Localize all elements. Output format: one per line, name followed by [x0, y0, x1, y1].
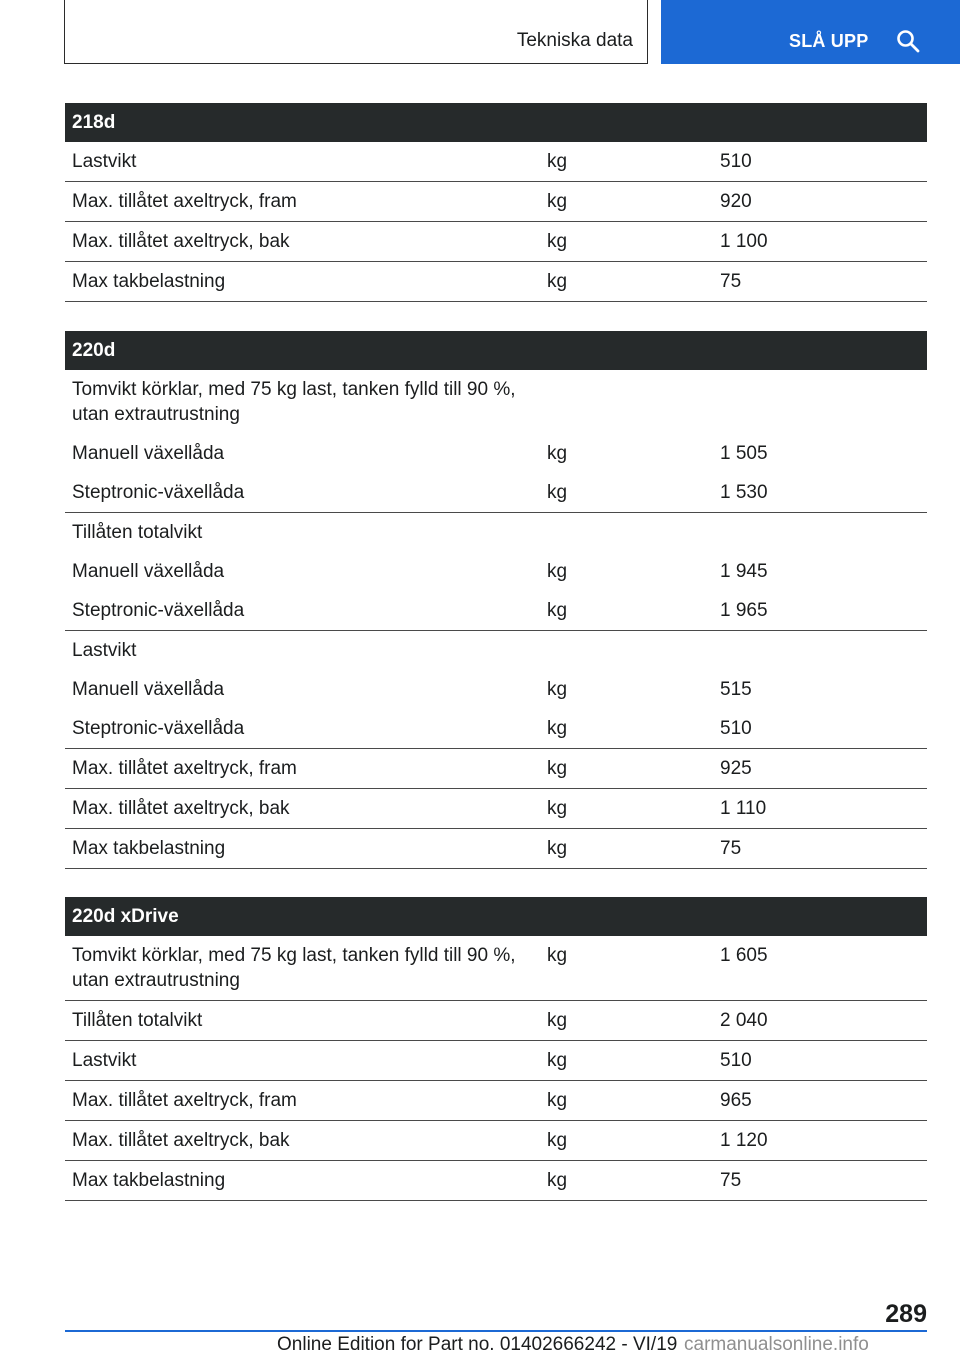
spec-table-220d-xdrive [65, 897, 927, 1201]
row-value: 510 [713, 709, 927, 749]
row-label: Lastvikt [72, 640, 137, 661]
row-unit: kg [540, 709, 713, 749]
row-unit: kg [540, 182, 713, 222]
row-label: Max takbelastning [65, 262, 540, 302]
table-row [65, 829, 927, 869]
row-label: Lastvikt [65, 1041, 540, 1081]
table-row [65, 513, 927, 553]
row-value: 1 100 [713, 222, 927, 262]
table-title: 220d xDrive [65, 897, 927, 936]
row-value: 75 [713, 829, 927, 869]
row-unit: kg [540, 142, 713, 182]
row-value: 1 605 [713, 936, 927, 1001]
row-value: 1 120 [713, 1121, 927, 1161]
table-title: 220d [65, 331, 927, 370]
row-unit: kg [540, 1001, 713, 1041]
search-button[interactable] [661, 0, 960, 64]
row-label: Max. tillåtet axeltryck, bak [65, 1121, 540, 1161]
row-value: 1 110 [713, 789, 927, 829]
row-unit: kg [547, 561, 568, 582]
row-label: Max. tillåtet axeltryck, fram [65, 749, 540, 789]
page-number: 289 [885, 1300, 927, 1328]
table-row [65, 749, 927, 789]
row-unit: kg [547, 679, 568, 700]
table-row [65, 789, 927, 829]
row-unit: kg [540, 749, 713, 789]
row-label: Max. tillåtet axeltryck, bak [65, 789, 540, 829]
row-label: Lastvikt [65, 142, 540, 182]
search-button-label: SLÅ UPP [789, 31, 869, 51]
row-unit: kg [540, 1121, 713, 1161]
row-value: 1 965 [713, 591, 927, 631]
table-row [65, 552, 927, 591]
row-unit [540, 631, 713, 671]
row-label: Manuell växellåda [72, 561, 225, 582]
table-row [65, 370, 927, 434]
row-value: 1 505 [720, 443, 768, 464]
row-label: Tillåten totalvikt [72, 522, 203, 543]
row-unit: kg [540, 829, 713, 869]
row-unit: kg [540, 591, 713, 631]
row-label: Max. tillåtet axeltryck, fram [65, 182, 540, 222]
row-value: 925 [713, 749, 927, 789]
row-value: 75 [713, 262, 927, 302]
table-row [65, 182, 927, 222]
row-unit: kg [540, 1081, 713, 1121]
row-label: Steptronic-växellåda [65, 709, 540, 749]
row-value: 2 040 [713, 1001, 927, 1041]
row-value: 510 [713, 142, 927, 182]
watermark: carmanualsonline.info [684, 1334, 869, 1355]
spec-table-220d [65, 331, 927, 869]
row-unit: kg [540, 262, 713, 302]
row-label: Steptronic-växellåda [65, 473, 540, 513]
table-row [65, 1001, 927, 1041]
row-label: Max takbelastning [65, 1161, 540, 1201]
row-value: 75 [713, 1161, 927, 1201]
row-label: Tomvikt körklar, med 75 kg last, tanken fylld till 90 %, utan extrautrustning [72, 379, 516, 425]
section-tab-label: Tekniska data [516, 30, 633, 51]
table-row [65, 142, 927, 182]
table-row [65, 709, 927, 749]
table-row [65, 222, 927, 262]
table-row [65, 262, 927, 302]
row-value: 510 [713, 1041, 927, 1081]
table-row [65, 631, 927, 671]
row-value [713, 631, 927, 671]
row-value: 965 [713, 1081, 927, 1121]
row-label: Tillåten totalvikt [65, 1001, 540, 1041]
table-row [65, 1041, 927, 1081]
search-icon [896, 29, 920, 58]
footer-divider [65, 1330, 927, 1332]
row-unit: kg [547, 443, 568, 464]
table-row [65, 591, 927, 631]
row-unit: kg [540, 1041, 713, 1081]
row-unit [540, 513, 713, 553]
row-unit: kg [540, 936, 713, 1001]
row-value: 515 [720, 679, 752, 700]
row-label: Tomvikt körklar, med 75 kg last, tanken fylld till 90 %, utan extrautrustning [65, 936, 540, 1001]
table-row [65, 473, 927, 513]
row-label: Steptronic-växellåda [65, 591, 540, 631]
table-row [65, 936, 927, 1001]
row-unit [540, 370, 713, 434]
row-unit: kg [540, 1161, 713, 1201]
section-tab[interactable] [64, 0, 648, 64]
row-unit: kg [540, 473, 713, 513]
row-unit: kg [540, 789, 713, 829]
table-row [65, 434, 927, 473]
table-row [65, 1121, 927, 1161]
row-label: Manuell växellåda [72, 679, 225, 700]
row-label: Manuell växellåda [72, 443, 225, 464]
table-row [65, 1161, 927, 1201]
edition-text: Online Edition for Part no. 01402666242 - VI/19 [277, 1334, 678, 1355]
row-value [713, 513, 927, 553]
row-value: 1 530 [713, 473, 927, 513]
table-title: 218d [65, 103, 927, 142]
row-unit: kg [540, 222, 713, 262]
row-label: Max. tillåtet axeltryck, fram [65, 1081, 540, 1121]
row-value [713, 370, 927, 434]
table-row [65, 1081, 927, 1121]
row-value: 1 945 [720, 561, 768, 582]
spec-table-218d [65, 103, 927, 302]
row-value: 920 [713, 182, 927, 222]
table-row [65, 670, 927, 709]
row-label: Max. tillåtet axeltryck, bak [65, 222, 540, 262]
row-label: Max takbelastning [65, 829, 540, 869]
